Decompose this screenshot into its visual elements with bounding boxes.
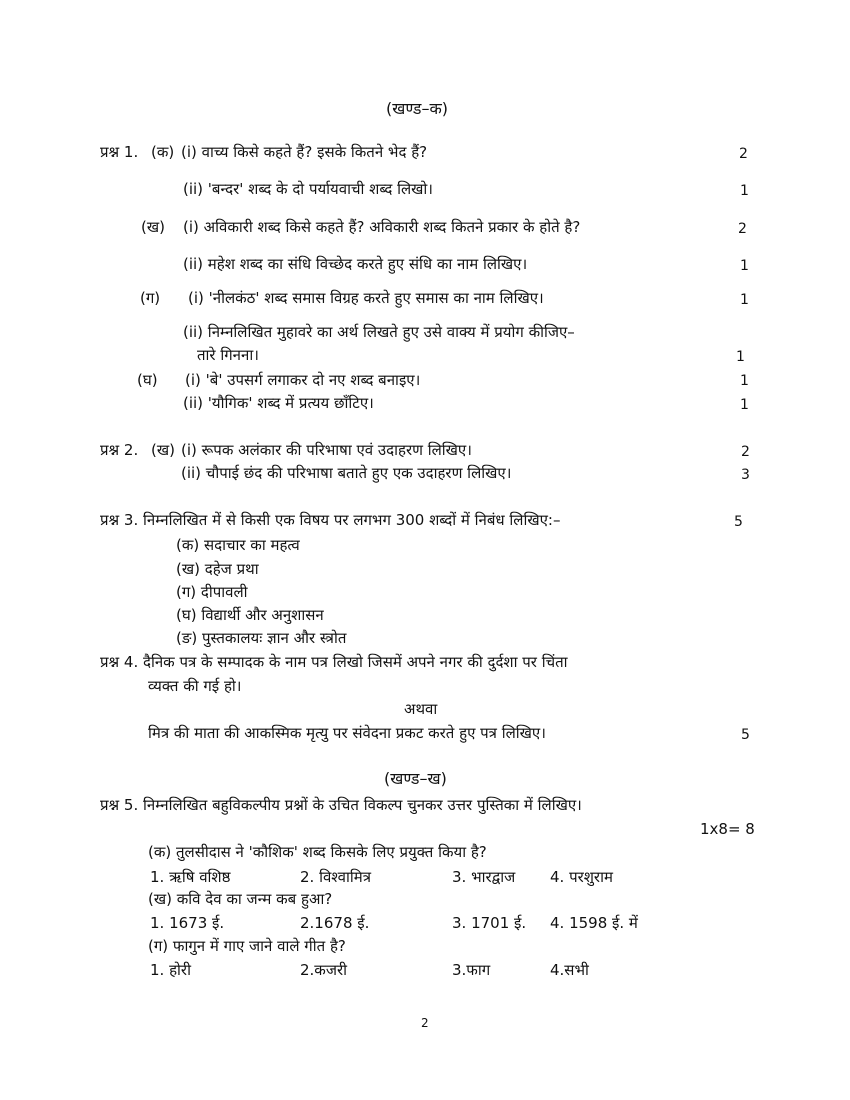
mcq-question: (क) तुलसीदास ने 'कौशिक' शब्द किसके लिए प्रयुक्त किया है?: [148, 843, 487, 861]
q1-ka-ii: (ii) 'बन्दर' शब्द के दो पर्यायवाची शब्द लिखो।: [183, 180, 433, 198]
q3-topic: (ग) दीपावली: [176, 583, 248, 601]
q1-ga-ii-line1: (ii) निम्नलिखित मुहावरे का अर्थ लिखते हुए उसे वाक्य में प्रयोग कीजिए–: [183, 323, 575, 341]
q1-ka-i: (i) वाच्य किसे कहते हैं? इसके कितने भेद हैं?: [181, 143, 428, 161]
q1-ga-i-marks: 1: [740, 292, 749, 308]
question-4-line2: व्यक्त की गई हो।: [148, 677, 242, 695]
q2-i-marks: 2: [741, 444, 750, 460]
question-4-line1: प्रश्न 4. दैनिक पत्र के सम्पादक के नाम पत्र लिखो जिसमें अपने नगर की दुर्दशा पर चिंता: [100, 653, 568, 671]
question-4-alternative: मित्र की माता की आकस्मिक मृत्यु पर संवेदना प्रकट करते हुए पत्र लिखिए।: [148, 724, 546, 742]
mcq-option: 2.1678 ई.: [300, 914, 370, 932]
q1-kha-i: (i) अविकारी शब्द किसे कहते हैं? अविकारी शब्द कितने प्रकार के होते है?: [183, 218, 581, 236]
q2-i: (i) रूपक अलंकार की परिभाषा एवं उदाहरण लिखिए।: [181, 441, 472, 459]
q2-ii: (ii) चौपाई छंद की परिभाषा बताते हुए एक उदाहरण लिखिए।: [181, 464, 512, 482]
q4-marks: 5: [741, 727, 750, 743]
mcq-question: (ग) फागुन में गाए जाने वाले गीत है?: [148, 937, 346, 955]
section-b-heading: (खण्ड–ख): [384, 769, 447, 788]
q2-kha-label: (ख): [151, 441, 175, 459]
q1-kha-ii-marks: 1: [740, 258, 749, 274]
question-5-text: प्रश्न 5. निम्नलिखित बहुविकल्पीय प्रश्नों के उचित विकल्प चुनकर उत्तर पुस्तिका में लिखिए।: [100, 796, 582, 814]
q1-ga-label: (ग): [140, 289, 161, 307]
mcq-option: 2. विश्वामित्र: [300, 868, 372, 886]
mcq-option: 4. 1598 ई. में: [550, 914, 638, 932]
mcq-option: 1. 1673 ई.: [150, 914, 225, 932]
q1-ka-label: (क): [151, 143, 175, 161]
q1-gha-label: (घ): [137, 371, 158, 389]
mcq-option: 1. ऋषि वशिष्ठ: [150, 868, 231, 886]
q1-kha-ii: (ii) महेश शब्द का संधि विच्छेद करते हुए संधि का नाम लिखिए।: [183, 255, 528, 273]
q1-ka-ii-marks: 1: [740, 183, 749, 199]
q3-topic: (क) सदाचार का महत्व: [176, 536, 300, 554]
q3-topic: (ङ) पुस्तकालयः ज्ञान और स्त्रोत: [176, 629, 347, 647]
or-label: अथवा: [404, 700, 438, 718]
q2-ii-marks: 3: [741, 467, 750, 483]
q3-topic: (ख) दहेज प्रथा: [176, 560, 259, 578]
mcq-question: (ख) कवि देव का जन्म कब हुआ?: [148, 890, 333, 908]
page-number: 2: [421, 1016, 429, 1030]
q3-topic: (घ) विद्यार्थी और अनुशासन: [176, 606, 324, 624]
mcq-option: 2.कजरी: [300, 961, 347, 979]
q1-gha-ii-marks: 1: [740, 397, 749, 413]
q3-marks: 5: [734, 514, 743, 530]
mcq-option: 4. परशुराम: [550, 868, 613, 886]
section-a-heading: (खण्ड–क): [386, 99, 449, 118]
q1-ga-ii-line2: तारे गिनना।: [197, 346, 259, 364]
q1-kha-i-marks: 2: [738, 221, 747, 237]
q1-gha-ii: (ii) 'यौगिक' शब्द में प्रत्यय छाँटिए।: [183, 394, 374, 412]
q1-ga-ii-marks: 1: [736, 349, 745, 365]
mcq-option: 3.फाग: [452, 961, 491, 979]
mcq-option: 1. होरी: [150, 961, 191, 979]
q1-kha-label: (ख): [141, 218, 165, 236]
mcq-option: 3. भारद्वाज: [452, 868, 516, 886]
question-3-text: प्रश्न 3. निम्नलिखित में से किसी एक विषय पर लगभग 300 शब्दों में निबंध लिखिए:–: [100, 511, 561, 529]
q1-gha-i-marks: 1: [740, 373, 749, 389]
question-2-label: प्रश्न 2.: [100, 441, 139, 459]
q1-ka-i-marks: 2: [739, 146, 748, 162]
question-1-label: प्रश्न 1.: [100, 143, 139, 161]
q5-marks: 1x8= 8: [700, 820, 755, 838]
q1-ga-i: (i) 'नीलकंठ' शब्द समास विग्रह करते हुए समास का नाम लिखिए।: [188, 289, 544, 307]
q1-gha-i: (i) 'बे' उपसर्ग लगाकर दो नए शब्द बनाइए।: [185, 371, 421, 389]
mcq-option: 3. 1701 ई.: [452, 914, 527, 932]
mcq-option: 4.सभी: [550, 961, 589, 979]
